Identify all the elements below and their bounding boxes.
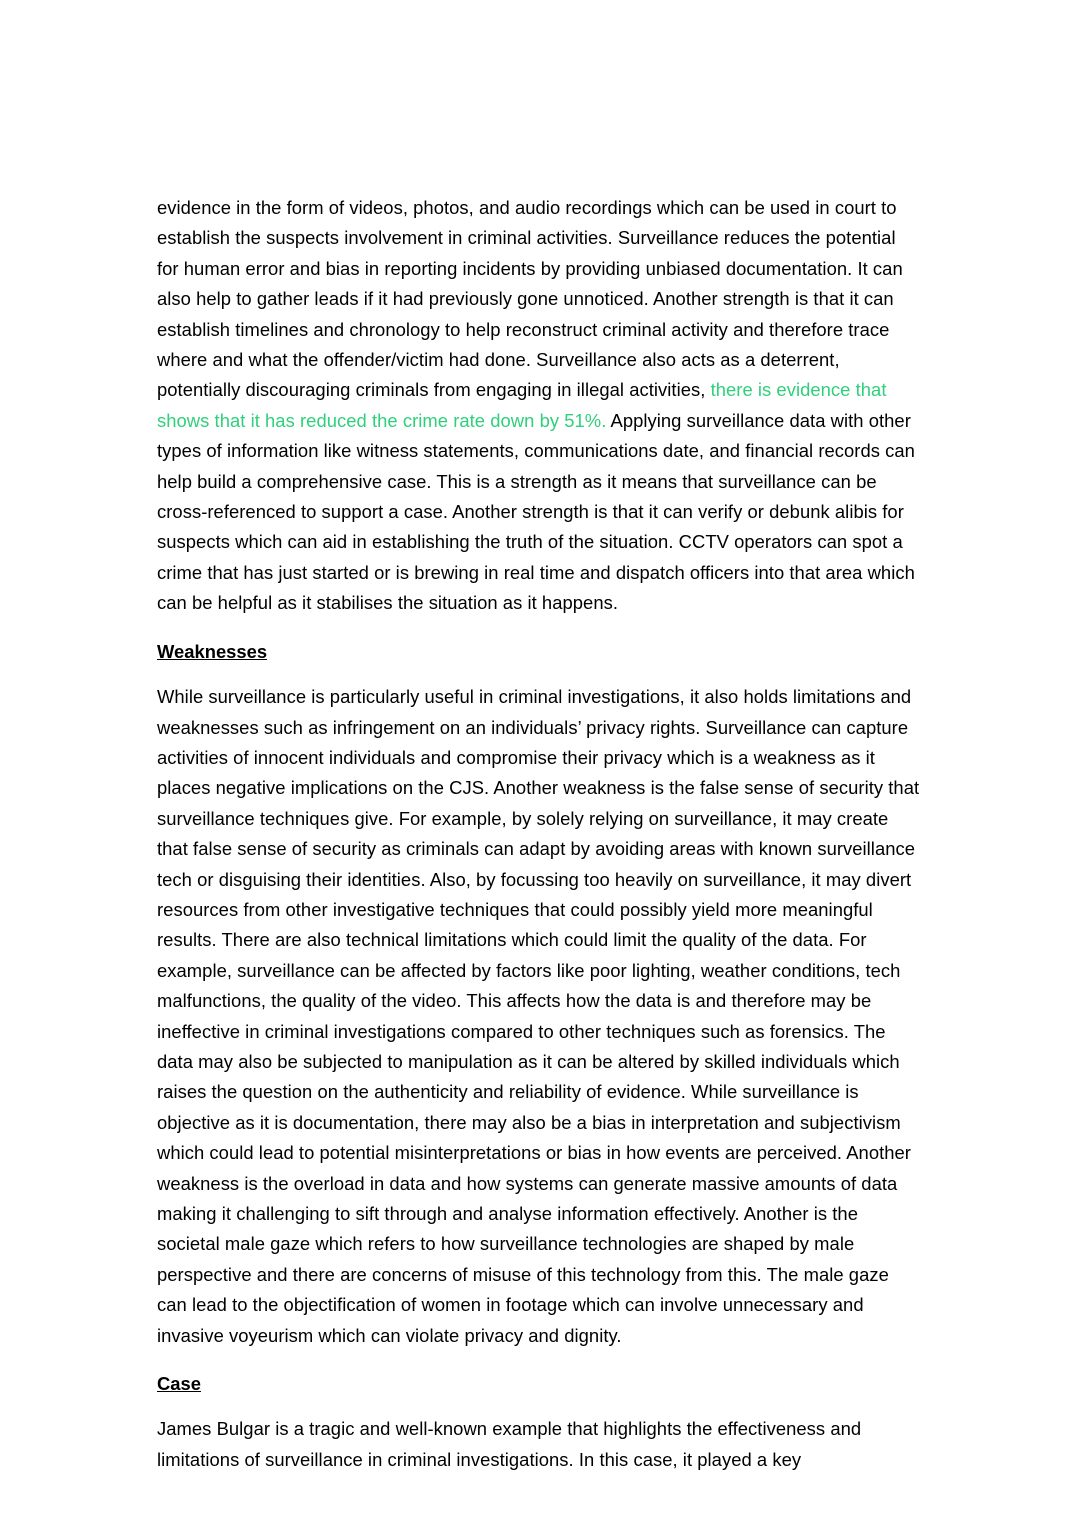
body-text: evidence in the form of videos, photos, and audio recordings which can be used in court to establish the suspects involvement in criminal activities. Surveillance reduces the potential for human error and bias in reporting incidents by providing unbiased documentation. It can also help to gather leads if it had previously gone unnoticed. Another strength is that it can establish timelines and chronology to help reconstruct criminal activity and therefore trace where and what the offender/victim had done. Surveillance also acts as a deterrent, potentially discouraging criminals from engaging in illegal activities, [157, 197, 903, 401]
body-text: James Bulgar is a tragic and well-known example that highlights the effectiveness and limitations of surveillance in criminal investigations. In this case, it played a key [157, 1418, 862, 1470]
heading-case: Case [157, 1373, 201, 1395]
body-text: Applying surveillance data with other types of information like witness statements, communications date, and financial records can help build a comprehensive case. This is a strength as it means that surveillance can be cross-referenced to support a case. Another strength is that it can verify or debunk alibis for suspects which can aid in establishing the truth of the situation. CCTV operators can spot a crime that has just started or is brewing in real time and dispatch officers into that area which can be helpful as it stabilises the situation as it happens. [157, 409, 915, 614]
heading-weaknesses: Weaknesses [157, 640, 268, 662]
paragraph-weaknesses [157, 682, 922, 1351]
paragraph-case [157, 1414, 922, 1475]
body-text: While surveillance is particularly useful in criminal investigations, it also holds limitations and weaknesses such as infringement on an individuals’ privacy rights. Surveillance can capture activities of innocent individuals and compromise their privacy which is a weakness as it places negative implications on the CJS. Another weakness is the false sense of security that surveillance techniques give. For example, by solely relying on surveillance, it may create that false sense of security as criminals can adapt by avoiding areas with known surveillance tech or disguising their identities. Also, by focussing too heavily on surveillance, it may divert resources from other investigative techniques that could possibly yield more meaningful results. There are also technical limitations which could limit the quality of the data. For example, surveillance can be affected by factors like poor lighting, weather conditions, tech malfunctions, the quality of the video. This affects how the data is and therefore may be ineffective in criminal investigations compared to other techniques such as forensics. The data may also be subjected to manipulation as it can be altered by skilled individuals which raises the question on the authenticity and reliability of evidence. While surveillance is objective as it is documentation, there may also be a bias in interpretation and subjectivism which could lead to potential misinterpretations or bias in how events are perceived. Another weakness is the overload in data and how systems can generate massive amounts of data making it challenging to sift through and analyse information effectively. Another is the societal male gaze which refers to how surveillance technologies are shaped by male perspective and there are concerns of misuse of this technology from this. The male gaze can lead to the objectification of women in footage which can involve unnecessary and invasive voyeurism which can violate privacy and dignity. [157, 686, 920, 1346]
highlighted-text: there is evidence that shows that it has reduced the crime rate down by 51%. [157, 379, 887, 431]
document-body [157, 193, 922, 1475]
paragraph-strengths-continued [157, 193, 922, 619]
